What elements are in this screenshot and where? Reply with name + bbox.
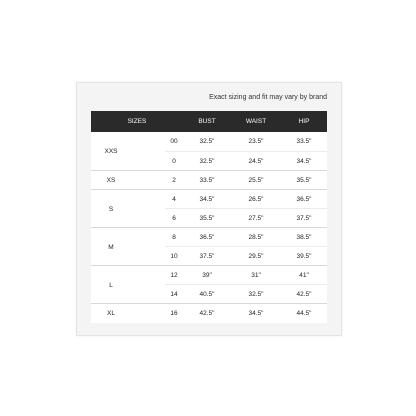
hip-value: 38.5"	[296, 234, 312, 241]
table-body	[91, 132, 327, 323]
table-header	[91, 111, 327, 132]
hip-value: 35.5"	[296, 177, 312, 184]
table-row	[165, 246, 327, 266]
sizing-note: Exact sizing and fit may vary by brand	[209, 94, 327, 101]
hip-value: 44.5"	[296, 310, 312, 317]
hip-value: 39.5"	[296, 253, 312, 260]
size-chart-card	[76, 82, 342, 336]
waist-value: 31"	[251, 272, 261, 279]
hip-value: 36.5"	[296, 196, 312, 203]
size-number: 6	[172, 215, 176, 222]
bust-value: 34.5"	[199, 196, 215, 203]
group-label: M	[108, 243, 114, 251]
waist-value: 28.5"	[248, 234, 264, 241]
size-group-xl	[91, 303, 165, 323]
table-row	[165, 227, 327, 247]
size-number: 2	[172, 177, 176, 184]
size-number: 00	[170, 138, 178, 145]
waist-value: 23.5"	[248, 138, 264, 145]
size-group-l	[91, 265, 165, 304]
size-number: 8	[172, 234, 176, 241]
hip-value: 42.5"	[296, 291, 312, 298]
table-row	[165, 265, 327, 285]
table-row	[165, 284, 327, 304]
size-table	[91, 111, 327, 323]
bust-value: 32.5"	[199, 158, 215, 165]
table-row	[165, 208, 327, 228]
group-label: XS	[106, 177, 116, 184]
bust-value: 35.5"	[199, 215, 215, 222]
waist-value: 24.5"	[248, 158, 264, 165]
size-group-xxs	[91, 132, 165, 170]
table-row	[165, 303, 327, 323]
size-group-s	[91, 189, 165, 228]
bust-value: 33.5"	[199, 177, 215, 184]
table-row	[165, 189, 327, 209]
waist-value: 26.5"	[248, 196, 264, 203]
waist-value: 27.5"	[248, 215, 264, 222]
size-number: 0	[172, 158, 176, 165]
size-group-m	[91, 227, 165, 266]
header-sizes: SIZES	[127, 118, 147, 125]
size-number: 16	[170, 310, 178, 317]
table-row	[165, 151, 327, 171]
size-number: 14	[170, 291, 178, 298]
size-group-xs	[91, 170, 165, 190]
waist-value: 32.5"	[248, 291, 264, 298]
header-waist: WAIST	[245, 118, 267, 125]
size-number: 4	[172, 196, 176, 203]
hip-value: 33.5"	[296, 138, 312, 145]
size-number: 10	[170, 253, 178, 260]
bust-value: 40.5"	[199, 291, 215, 298]
bust-value: 42.5"	[199, 310, 215, 317]
bust-value: 39"	[202, 272, 212, 279]
group-label: XXS	[104, 147, 118, 155]
hip-value: 37.5"	[296, 215, 312, 222]
bust-value: 36.5"	[199, 234, 215, 241]
table-row	[165, 132, 327, 151]
hip-value: 34.5"	[296, 158, 312, 165]
bust-value: 32.5"	[199, 138, 215, 145]
bust-value: 37.5"	[199, 253, 215, 260]
group-label: S	[108, 205, 114, 213]
size-number: 12	[170, 272, 178, 279]
table-row	[165, 170, 327, 190]
hip-value: 41"	[299, 272, 309, 279]
group-label: L	[109, 281, 113, 289]
waist-value: 34.5"	[248, 310, 264, 317]
header-bust: BUST	[198, 118, 216, 125]
waist-value: 25.5"	[248, 177, 264, 184]
waist-value: 29.5"	[248, 253, 264, 260]
header-hip: HIP	[298, 118, 310, 125]
group-label: XL	[107, 310, 115, 317]
